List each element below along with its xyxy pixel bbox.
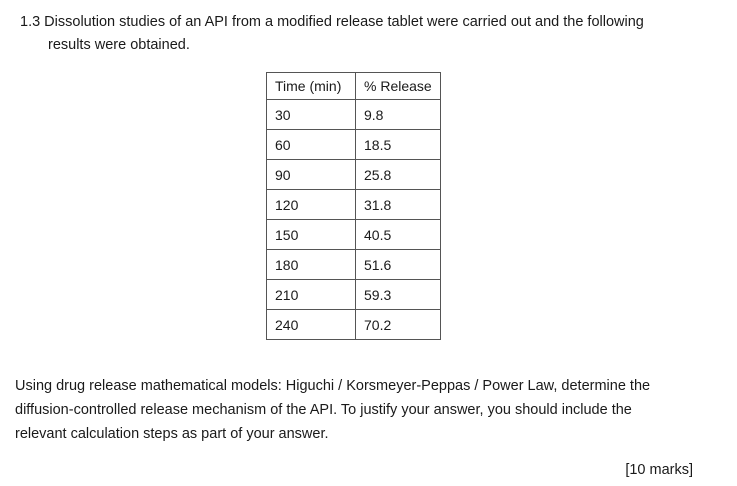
table-row	[267, 280, 441, 310]
instruction-text-line-1: Using drug release mathematical models: Higuchi / Korsmeyer-Peppas / Power Law, determine the	[15, 378, 651, 394]
header-release: % Release	[356, 73, 441, 100]
release-cell: 40.5	[356, 220, 441, 250]
table-row	[267, 220, 441, 250]
table-row	[267, 160, 441, 190]
release-cell: 51.6	[356, 250, 441, 280]
time-cell: 60	[267, 130, 356, 160]
table-row	[267, 250, 441, 280]
release-cell: 18.5	[356, 130, 441, 160]
table-row	[267, 130, 441, 160]
time-cell: 30	[267, 100, 356, 130]
header-time: Time (min)	[267, 73, 356, 100]
release-cell: 31.8	[356, 190, 441, 220]
instruction-text-line-3: relevant calculation steps as part of your answer.	[15, 426, 329, 442]
table-header-row	[267, 73, 441, 100]
time-cell: 240	[267, 310, 356, 340]
time-cell: 210	[267, 280, 356, 310]
time-cell: 120	[267, 190, 356, 220]
time-cell: 180	[267, 250, 356, 280]
time-cell: 150	[267, 220, 356, 250]
question-text-line-2: results were obtained.	[48, 37, 190, 53]
dissolution-data-table	[266, 72, 441, 340]
table-row	[267, 100, 441, 130]
question-text-line-1: 1.3 Dissolution studies of an API from a modified release tablet were carried out and the following	[20, 14, 644, 30]
table-row	[267, 190, 441, 220]
instruction-text-line-2: diffusion-controlled release mechanism of the API. To justify your answer, you should include the	[15, 402, 632, 418]
release-cell: 25.8	[356, 160, 441, 190]
release-cell: 9.8	[356, 100, 441, 130]
release-cell: 59.3	[356, 280, 441, 310]
table-row	[267, 310, 441, 340]
time-cell: 90	[267, 160, 356, 190]
release-cell: 70.2	[356, 310, 441, 340]
marks-label: [10 marks]	[625, 462, 693, 478]
